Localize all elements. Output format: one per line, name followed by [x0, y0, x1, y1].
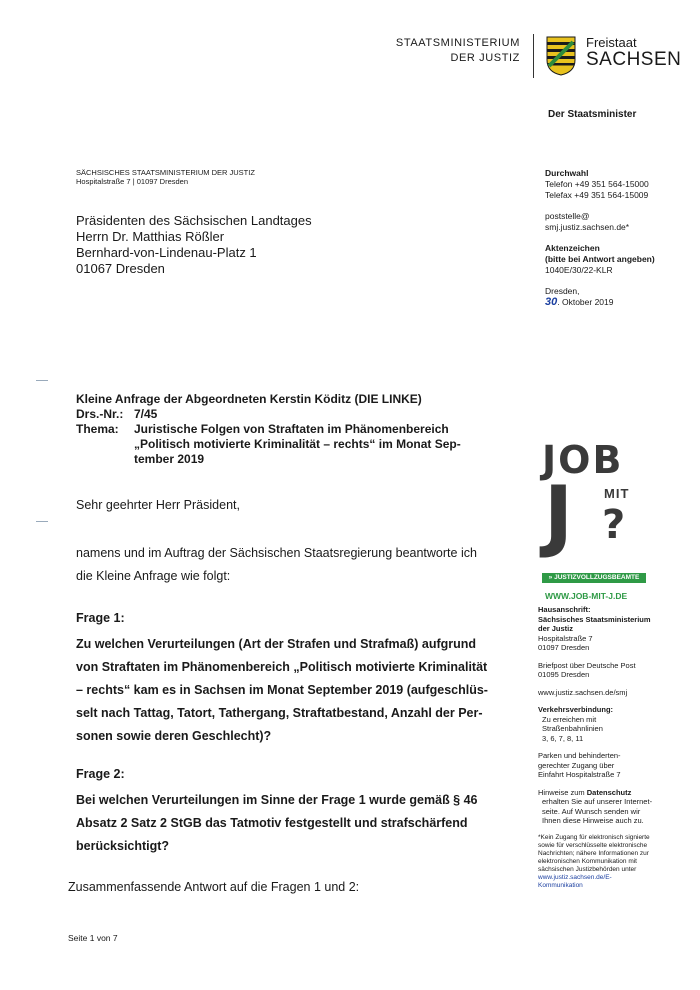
note-line: Nachrichten; nähere Informationen zur	[538, 849, 649, 857]
question-2-line: berücksichtigt?	[76, 839, 170, 853]
note-line: sächsischen Justizbehörden unter	[538, 865, 637, 873]
note-line: *Kein Zugang für elektronisch signierte	[538, 833, 650, 841]
recipient-line: 01067 Dresden	[76, 261, 165, 276]
date-day-handwritten: 30	[545, 296, 558, 308]
briefpost-line: Briefpost über Deutsche Post	[538, 660, 636, 670]
hausanschrift-line: der Justiz	[538, 624, 574, 633]
job-mit-j-ad	[538, 438, 650, 588]
question-1-line: – rechts“ kam es in Sachsen im Monat September 2019 (aufgeschlüs-	[76, 683, 488, 697]
salutation: Sehr geehrter Herr Präsident,	[76, 498, 240, 512]
question-2-label: Frage 2:	[76, 767, 125, 781]
question-2-line: Bei welchen Verurteilungen im Sinne der Frage 1 wurde gemäß § 46	[76, 793, 478, 807]
parken-line: Einfahrt Hospitalstraße 7	[538, 770, 621, 779]
e-kommunikation-link[interactable]: www.justiz.sachsen.de/E-	[538, 873, 612, 881]
question-1-line: von Straftaten im Phänomenbereich „Politisch motivierte Kriminalität	[76, 660, 488, 674]
verkehr-line: 3, 6, 7, 8, 11	[542, 733, 584, 743]
telefax: Telefax +49 351 564-15009	[545, 190, 649, 200]
verkehr-label: Verkehrsverbindung:	[538, 705, 614, 714]
intro-line: die Kleine Anfrage wie folgt:	[76, 569, 231, 583]
datenschutz-line: Ihnen diese Hinweise auch zu.	[542, 816, 644, 825]
ad-j: J	[544, 471, 574, 561]
ministry-line2: DER JUSTIZ	[450, 52, 520, 64]
question-1-label: Frage 1:	[76, 611, 125, 625]
hausanschrift-line: 01097 Dresden	[538, 643, 590, 652]
email-line1: poststelle@	[545, 211, 590, 221]
ministry-name	[396, 36, 520, 66]
aktenzeichen-label: Aktenzeichen	[545, 243, 600, 253]
verkehr-line: Straßenbahnlinien	[542, 724, 603, 733]
address-block	[538, 605, 652, 890]
intro-line: namens und im Auftrag der Sächsischen Staatsregierung beantworte ich	[76, 546, 477, 560]
website[interactable]: www.justiz.sachsen.de/smj	[538, 687, 628, 697]
subject-title: Kleine Anfrage der Abgeordneten Kerstin Köditz (DIE LINKE)	[76, 392, 422, 406]
question-1	[76, 607, 514, 748]
drs-value: 7/45	[134, 407, 158, 421]
minister-title: Der Staatsminister	[548, 109, 637, 120]
intro-paragraph	[76, 542, 477, 588]
state-label: Freistaat	[586, 35, 637, 50]
margin-mark	[36, 380, 48, 381]
sender-line1: SÄCHSISCHES STAATSMINISTERIUM DER JUSTIZ	[76, 168, 255, 177]
hausanschrift-label: Hausanschrift:	[538, 605, 591, 614]
parken-line: Parken und behinderten-	[538, 751, 621, 760]
telefon: Telefon +49 351 564-15000	[545, 179, 649, 189]
recipient-line: Herrn Dr. Matthias Rößler	[76, 229, 225, 244]
drs-line	[76, 407, 461, 422]
sender-address	[76, 168, 255, 186]
thema-label: Thema:	[76, 422, 119, 436]
hausanschrift-line: Sächsisches Staatsministerium	[538, 614, 651, 624]
thema-text-2: „Politisch motivierte Kriminalität – rechts“ im Monat Sep-	[134, 437, 461, 451]
note-line: sowie für verschlüsselte elektronische	[538, 841, 648, 849]
email-line2: smj.justiz.sachsen.de*	[545, 222, 630, 232]
question-1-line: sonen sowie deren Geschlecht)?	[76, 729, 272, 743]
datenschutz-line: seite. Auf Wunsch senden wir	[542, 806, 641, 816]
saxony-crest-icon	[546, 36, 576, 76]
subject-block	[76, 392, 461, 467]
ad-question-mark: ?	[602, 502, 626, 548]
question-1-line: Zu welchen Verurteilungen (Art der Strafen und Strafmaß) aufgrund	[76, 637, 477, 651]
durchwahl-label: Durchwahl	[545, 168, 589, 178]
e-kommunikation-link-cont[interactable]: Kommunikation	[538, 881, 583, 889]
thema-text-3: tember 2019	[134, 452, 205, 466]
question-2-line: Absatz 2 Satz 2 StGB das Tatmotiv festgestellt und strafschärfend	[76, 816, 468, 830]
recipient-line: Bernhard-von-Lindenau-Platz 1	[76, 245, 257, 260]
ad-job: JOB	[542, 438, 624, 482]
date-line	[545, 297, 655, 308]
contact-block	[545, 168, 655, 308]
verkehr-line: Zu erreichen mit	[542, 714, 597, 724]
sender-line2: Hospitalstraße 7 | 01097 Dresden	[76, 177, 189, 186]
hausanschrift-line: Hospitalstraße 7	[538, 633, 593, 643]
aktenzeichen-value: 1040E/30/22-KLR	[545, 265, 613, 275]
ad-banner: » JUSTIZVOLLZUGSBEAMTE	[542, 573, 646, 583]
date-city: Dresden,	[545, 286, 580, 296]
datenschutz-word: Datenschutz	[586, 787, 632, 797]
state-name: SACHSEN	[586, 49, 682, 70]
drs-label: Drs.-Nr.:	[76, 407, 124, 421]
ad-url: WWW.JOB-MIT-J.DE	[545, 591, 628, 601]
ministry-line1: STAATSMINISTERIUM	[395, 37, 520, 49]
datenschutz-line	[538, 788, 652, 798]
datenschutz-line: erhalten Sie auf unserer Internet-	[542, 797, 653, 806]
parken-line: gerechter Zugang über	[538, 760, 615, 770]
margin-mark	[36, 521, 48, 522]
recipient-line: Präsidenten des Sächsischen Landtages	[76, 213, 312, 228]
aktenzeichen-note: (bitte bei Antwort angeben)	[545, 254, 655, 264]
question-1-line: selt nach Tattag, Tatort, Tathergang, Straftatbestand, Anzahl der Per-	[76, 706, 483, 720]
briefpost-line: 01095 Dresden	[538, 670, 590, 679]
date-rest: . Oktober 2019	[557, 297, 614, 307]
question-2	[76, 763, 514, 858]
thema-line	[76, 422, 461, 437]
header-divider	[533, 34, 534, 78]
ad-mit: MIT	[604, 486, 630, 501]
note-line: elektronischen Kommunikation mit	[538, 857, 637, 865]
summary-heading: Zusammenfassende Antwort auf die Fragen 1 und 2:	[68, 880, 360, 894]
signature-note	[538, 834, 652, 890]
recipient-address	[76, 213, 312, 277]
datenschutz-prefix: Hinweise zum	[538, 787, 587, 797]
page-number: Seite 1 von 7	[68, 933, 118, 943]
thema-text-1: Juristische Folgen von Straftaten im Phänomenbereich	[134, 422, 449, 436]
